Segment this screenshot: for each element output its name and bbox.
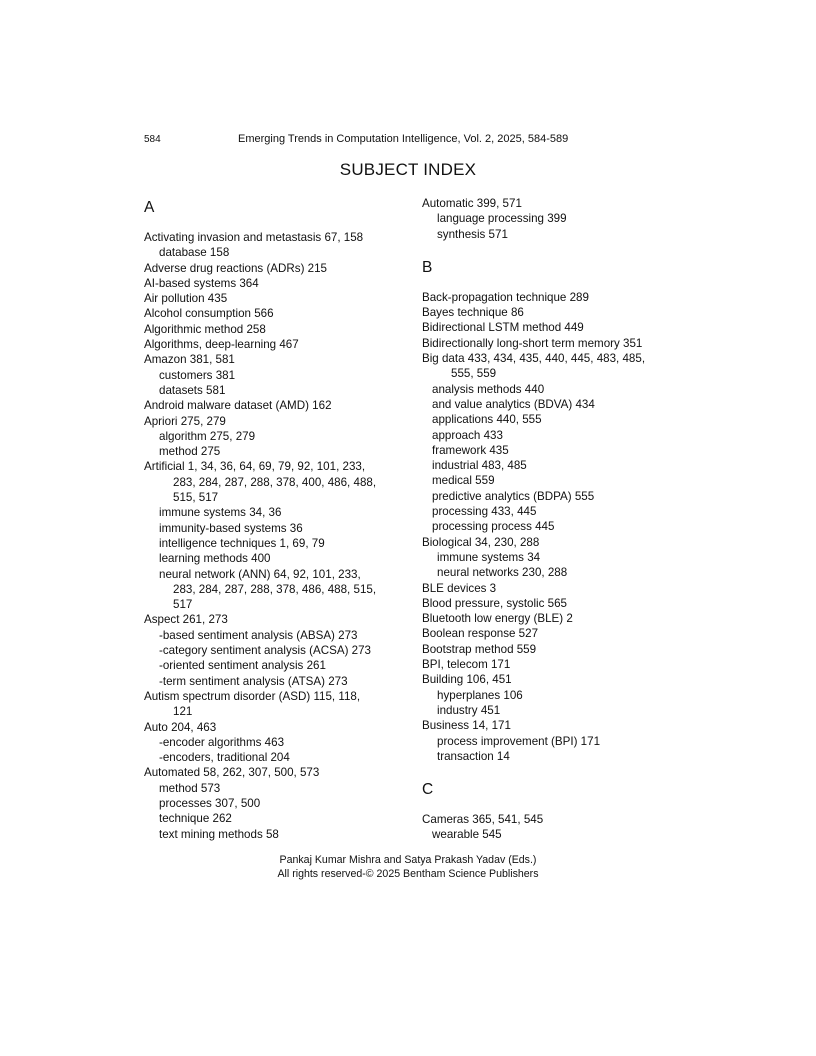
page-number: 584 — [144, 134, 161, 145]
page-title: SUBJECT INDEX — [339, 160, 477, 179]
index-subentry: -oriented sentiment analysis 261 — [159, 659, 326, 673]
index-entry: Autism spectrum disorder (ASD) 115, 118, — [144, 689, 361, 703]
index-entry: Bootstrap method 559 — [422, 642, 537, 656]
index-subentry: language processing 399 — [437, 212, 567, 226]
section-spacer — [144, 218, 406, 230]
footer-editors: Pankaj Kumar Mishra and Satya Prakash Yadav (Eds.) — [279, 854, 537, 866]
index-entry: Biological 34, 230, 288 — [422, 535, 540, 549]
index-subentry: applications 440, 555 — [432, 413, 542, 427]
index-subentry: neural networks 230, 288 — [437, 566, 568, 580]
index-entry: Alcohol consumption 566 — [144, 307, 274, 321]
index-entry: Android malware dataset (AMD) 162 — [144, 399, 332, 413]
running-head: Emerging Trends in Computation Intelligence, Vol. 2, 2025, 584-589 — [238, 133, 569, 145]
index-entry: Cameras 365, 541, 545 — [422, 813, 544, 827]
index-subentry: immune systems 34, 36 — [159, 506, 282, 520]
index-entry: Bayes technique 86 — [422, 306, 524, 320]
index-subentry: -based sentiment analysis (ABSA) 273 — [159, 628, 358, 642]
index-entry-continuation: 515, 517 — [173, 491, 219, 505]
section-letter: B — [422, 258, 433, 276]
index-subentry: process improvement (BPI) 171 — [437, 734, 601, 748]
index-entry: Big data 433, 434, 435, 440, 445, 483, 485, — [422, 352, 646, 366]
index-entry: Boolean response 527 — [422, 627, 539, 641]
index-subentry: -encoders, traditional 204 — [159, 751, 290, 765]
index-entry-continuation: 555, 559 — [451, 367, 497, 381]
section-letter: A — [144, 199, 155, 216]
index-subentry: neural network (ANN) 64, 92, 101, 233, — [159, 567, 361, 581]
index-subentry: learning methods 400 — [159, 552, 271, 566]
index-column-right — [422, 196, 684, 843]
index-subentry: industrial 483, 485 — [432, 459, 527, 473]
index-subentry: and value analytics (BDVA) 434 — [432, 397, 595, 411]
section-spacer — [422, 278, 684, 290]
footer-copyright: All rights reserved-© 2025 Bentham Science Publishers — [277, 867, 539, 880]
footer — [0, 854, 816, 881]
index-entry-continuation: 121 — [173, 705, 193, 719]
section-spacer — [422, 800, 684, 812]
index-entry: Amazon 381, 581 — [144, 353, 235, 367]
section-spacer — [422, 764, 684, 778]
index-entry: Air pollution 435 — [144, 292, 228, 306]
index-subentry: predictive analytics (BDPA) 555 — [432, 489, 595, 503]
index-entry: Bidirectional LSTM method 449 — [422, 321, 584, 335]
index-subentry: industry 451 — [437, 703, 501, 717]
index-entry: Auto 204, 463 — [144, 720, 217, 734]
index-entry: AI-based systems 364 — [144, 276, 259, 290]
index-entry: Building 106, 451 — [422, 673, 512, 687]
index-subentry: medical 559 — [432, 474, 495, 488]
index-entry: Automated 58, 262, 307, 500, 573 — [144, 766, 320, 780]
index-entry: BLE devices 3 — [422, 581, 497, 595]
index-entry: Aspect 261, 273 — [144, 613, 228, 627]
index-subentry: method 573 — [159, 781, 221, 795]
index-entry: Bluetooth low energy (BLE) 2 — [422, 612, 573, 626]
index-entry: Adverse drug reactions (ADRs) 215 — [144, 261, 328, 275]
index-entry: Back-propagation technique 289 — [422, 290, 589, 304]
index-subentry: text mining methods 58 — [159, 827, 279, 841]
index-entry: Activating invasion and metastasis 67, 158 — [144, 231, 364, 244]
index-subentry: -term sentiment analysis (ATSA) 273 — [159, 674, 348, 688]
index-subentry: method 275 — [159, 445, 221, 459]
index-entry: Algorithms, deep-learning 467 — [144, 338, 299, 352]
index-entry-continuation: 517 — [173, 598, 193, 612]
section-letter: C — [422, 781, 434, 799]
index-entry-continuation: 283, 284, 287, 288, 378, 486, 488, 515, — [173, 582, 377, 596]
index-subentry: -category sentiment analysis (ACSA) 273 — [159, 644, 371, 658]
index-subentry: immune systems 34 — [437, 550, 541, 564]
index-entry-continuation: 283, 284, 287, 288, 378, 400, 486, 488, — [173, 475, 377, 489]
index-subentry: processes 307, 500 — [159, 796, 261, 810]
index-entry: Blood pressure, systolic 565 — [422, 596, 567, 610]
index-subentry: approach 433 — [432, 428, 503, 442]
index-subentry: algorithm 275, 279 — [159, 429, 256, 443]
index-subentry: processing 433, 445 — [432, 505, 537, 519]
index-entry: Automatic 399, 571 — [422, 197, 522, 210]
index-subentry: wearable 545 — [432, 828, 502, 842]
index-entry: Algorithmic method 258 — [144, 322, 266, 336]
index-subentry: synthesis 571 — [437, 227, 508, 241]
index-subentry: analysis methods 440 — [432, 382, 545, 396]
index-subentry: intelligence techniques 1, 69, 79 — [159, 536, 325, 550]
index-subentry: processing process 445 — [432, 520, 555, 534]
index-subentry: immunity-based systems 36 — [159, 521, 303, 535]
index-subentry: customers 381 — [159, 368, 236, 382]
section-spacer — [422, 242, 684, 256]
index-subentry: framework 435 — [432, 443, 509, 457]
index-entry: Apriori 275, 279 — [144, 414, 226, 428]
index-entry: Business 14, 171 — [422, 719, 511, 733]
index-subentry: hyperplanes 106 — [437, 688, 523, 702]
index-entry: Artificial 1, 34, 36, 64, 69, 79, 92, 101, 233, — [144, 460, 366, 474]
index-column-left — [144, 196, 406, 842]
index-subentry: -encoder algorithms 463 — [159, 735, 285, 749]
index-subentry: datasets 581 — [159, 383, 226, 397]
index-subentry: technique 262 — [159, 812, 232, 826]
index-entry: Bidirectionally long-short term memory 351 — [422, 336, 643, 350]
index-subentry: transaction 14 — [437, 749, 510, 763]
index-entry: BPI, telecom 171 — [422, 658, 511, 672]
index-subentry: database 158 — [159, 246, 230, 260]
